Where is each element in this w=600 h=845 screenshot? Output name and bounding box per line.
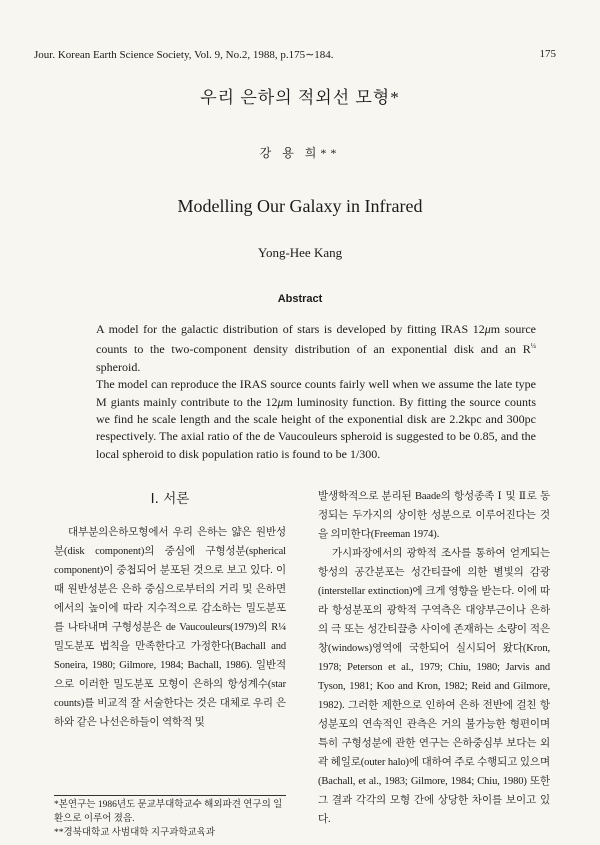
- abstract-p2-mu: μ: [277, 394, 284, 409]
- intro-paragraph-left: 대부분의은하모형에서 우리 은하는 얇은 원반성분(disk component)의 중심에 구형성분(spherical component)이 중첩되어 분포된 것으로 보고 있다. 이때 원반성분은 은하 중심으로부터의 거리 및 은하면에서의 높이에 따라 지수적으로 감소하는 밀도분포를 나타내며 구형성분은 de Vaucouleurs(1979)의 R¼ 밀도분포 법칙을 만족한다고 가정한다(Bachall and Soneira, 1980; Gilmore, 1984; Bachall, 1986). 일반적으로 이러한 밀도분포 모형이 은하의 항성계수(star counts)를 비교적 잘 서술한다는 것은 대체로 우리 은하와 같은 나선은하들이 역학적 및: [54, 527, 286, 728]
- running-header: [34, 48, 556, 61]
- korean-author: 강 용 희**: [259, 146, 341, 160]
- english-author: Yong-Hee Kang: [257, 245, 343, 260]
- page-number: 175: [539, 48, 556, 60]
- footnotes: [54, 798, 286, 840]
- section-heading-introduction: I. 서론: [150, 491, 190, 507]
- abstract-p2-part-b: m luminosity function. By fitting the source counts we find he scale length and the scale height of the exponential disk are 2.2kpc and 300pc respectively. The axial ratio of the de Vaucouleurs spheroid is suggested to be 0.85, and the local spheroid to disk population ratio is found to be 1/300.: [96, 394, 536, 461]
- abstract-p1-part-b: m source counts to the two-component density distribution of an exponential disk and an R: [96, 322, 536, 357]
- abstract-body: [96, 321, 536, 463]
- left-column: [54, 487, 286, 732]
- intro-paragraph-right-1: 발생학적으로 분리된 Baade의 항성종족 Ⅰ 및 Ⅱ로 동정되는 두가지의 상이한 성분으로 이루어진다는 것을 의미한다(Freeman 1974).: [318, 491, 550, 540]
- intro-paragraph-right-2: 가시파장에서의 광학적 조사를 통하여 얻게되는 항성의 공간분포는 성간티끌에 의한 별빛의 감광(interstellar extinction)에 크게 영향을 받는다. 이에 따라 항성분포의 광학적 구역측은 대양부근이나 은하의 극 또는 성간티끌층 사이에 존재하는 소량이 적은 창(windows)영역에 국한되어 실시되어 왔다(Kron, 1978; Peterson et al., 1979; Chiu, 1980; Jarvis and Tyson, 1981; Koo and Kron, 1982; Reid and Gilmore, 1982). 그러한 제한으로 인하여 은하 전반에 걸친 항성분포의 연속적인 관측은 거의 불가능한 형편이며 특히 구형성분에 관한 연구는 은하중심부 보다는 외곽 헤일로(outer halo)에 대하여 주로 수행되고 있으며(Bachall, et al., 1983; Gilmore, 1984; Chiu, 1980) 또한 그 결과 각각의 모형 간에 상당한 차이를 보이고 있다.: [318, 548, 550, 825]
- abstract-p2-part-a: The model can reproduce the IRAS source counts fairly well when we assume the late type M giants mainly contribute to the 12: [96, 377, 536, 409]
- abstract-p1-part-a: A model for the galactic distribution of stars is developed by fitting IRAS 12: [96, 322, 485, 336]
- abstract-p1-part-c: spheroid.: [96, 359, 141, 374]
- abstract-paragraph-1: [96, 321, 536, 376]
- korean-title: 우리 은하의 적외선 모형*: [200, 88, 400, 107]
- footnote-1: *본연구는 1986년도 문교부대학교수 해외파견 연구의 일환으로 이루어 졌음.: [54, 800, 283, 824]
- footnote-2: **경북대학교 사범대학 지구과학교육과: [54, 828, 216, 838]
- right-column: [318, 487, 550, 829]
- journal-citation: Jour. Korean Earth Science Society, Vol. 9, No.2, 1988, p.175∼184.: [34, 49, 334, 61]
- abstract-p1-superscript: ¼: [530, 342, 536, 351]
- english-title: Modelling Our Galaxy in Infrared: [177, 196, 423, 216]
- abstract-paragraph-2: [96, 376, 536, 463]
- abstract-p1-mu: μ: [484, 322, 491, 336]
- abstract-heading: Abstract: [277, 293, 323, 305]
- footnote-divider: [54, 795, 286, 796]
